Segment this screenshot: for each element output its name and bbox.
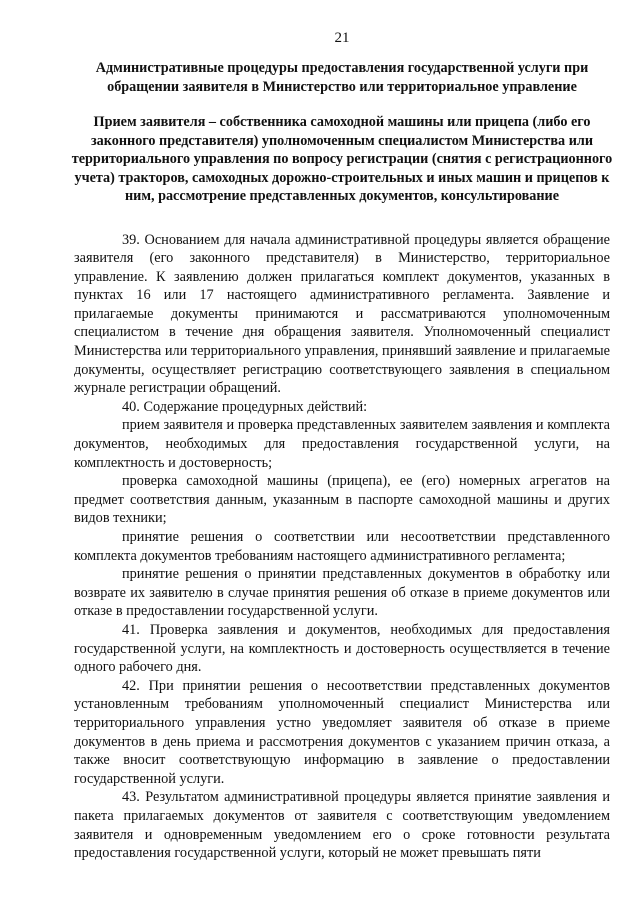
- paragraph-43: 43. Результатом административной процедуры является принятие заявления и пакета прилагаемых документов от заявителя с соответствующим уведомлением заявителя и одновременным уведомлением его о сроке готовности результата предоставления государственной услуги, который не может превышать пяти: [74, 789, 610, 862]
- subsection-heading: Прием заявителя – собственника самоходной машины или прицепа (либо его законного представителя) уполномоченным специалистом Министерства или территориального управления по вопросу регистрации (снятия с регистрационного учета) тракторов, самоходных дорожно-строительных и иных машин и прицепов к ним, рассмотрение представленных документов, консультирование: [71, 114, 613, 204]
- paragraph-40-item-2: проверка самоходной машины (прицепа), ее (его) номерных агрегатов на предмет соответствия данным, указанным в паспорте самоходной машины и других видов техники;: [74, 473, 610, 527]
- paragraph-40-item-1: прием заявителя и проверка представленных заявителем заявления и комплекта документов, необходимых для предоставления государственной услуги, на комплектность и достоверность;: [74, 417, 610, 471]
- document-body: [74, 231, 610, 863]
- section-heading: Административные процедуры предоставления государственной услуги при обращении заявителя в Министерство или территориальное управление: [95, 60, 589, 95]
- paragraph-41: 41. Проверка заявления и документов, необходимых для предоставления государственной услуги, на комплектность и достоверность осуществляется в течение одного рабочего дня.: [74, 621, 610, 676]
- document-page: [71, 30, 613, 863]
- paragraph-40: 40. Содержание процедурных действий:: [122, 398, 368, 415]
- page-number: 21: [334, 30, 350, 46]
- paragraph-39: 39. Основанием для начала административной процедуры является обращение заявителя (его законного представителя) в Министерство, территориальное управление. К заявлению должен прилагаться комплект документов, указанных в пунктах 16 или 17 настоящего административного регламента. Заявление и прилагаемые документы принимаются и рассматриваются уполномоченным специалистом в течение дня обращения заявителя. Уполномоченный специалист Министерства или территориального управления, принявший заявление и прилагаемые документы, осуществляет регистрацию соответствующего заявления в специальном журнале регистрации обращений.: [74, 231, 610, 397]
- paragraph-40-item-4: принятие решения о принятии представленных документов в обработку или возврате их заявителю в случае принятия решения об отказе в приеме документов или отказе в предоставлении государственной услуги.: [74, 566, 610, 620]
- paragraph-42: 42. При принятии решения о несоответствии представленных документов установленным требованиям уполномоченный специалист Министерства или территориального управления устно уведомляет заявителя об отказе в приеме документов в день приема и рассмотрения документов с указанием причин отказа, а также вносит соответствующую информацию в заявление о предоставлении государственной услуги.: [74, 677, 610, 787]
- paragraph-40-item-3: принятие решения о соответствии или несоответствии представленного комплекта документов требованиям настоящего административного регламента;: [74, 529, 610, 564]
